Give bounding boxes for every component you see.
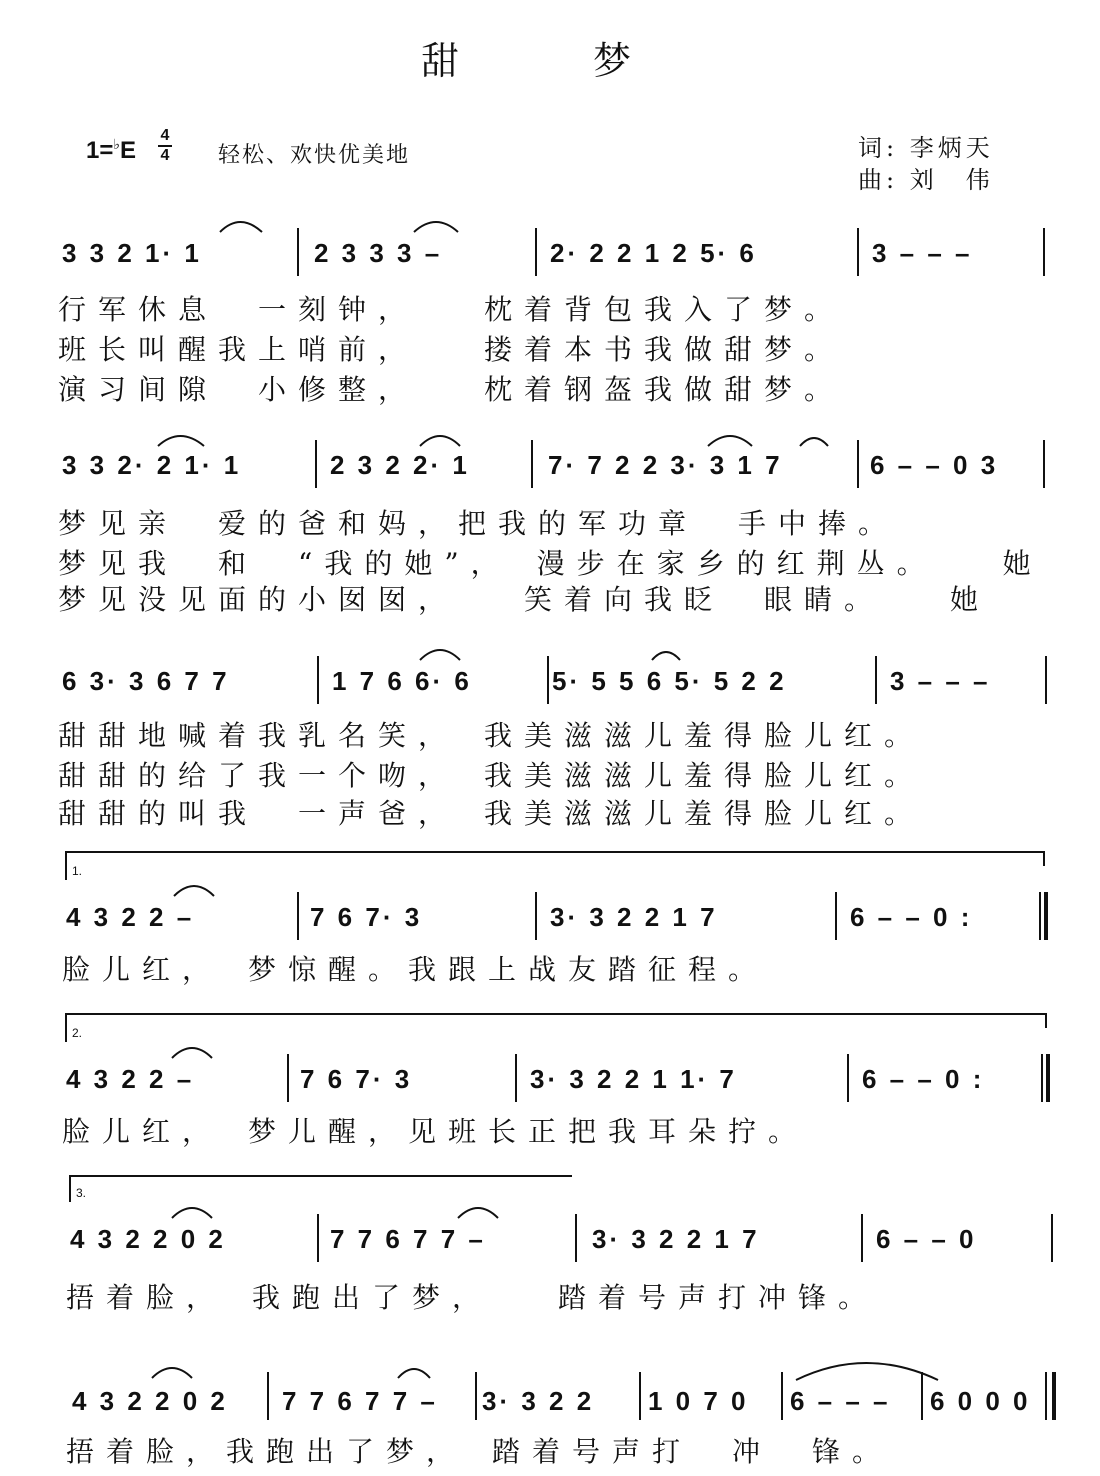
system-6-measure-1: 4 3 2 2 0 2: [70, 1224, 226, 1254]
key-base: 1=: [86, 137, 114, 164]
system-1-measure-4: 3 – – –: [872, 238, 973, 268]
time-signature-bottom: 4: [160, 147, 170, 164]
system-1-measure-3: 2· 2 2 1 2 5· 6: [550, 238, 757, 268]
system-4-measure-3: 3· 3 2 2 1 7: [550, 902, 718, 932]
system-3-measure-3: 5· 5 5 6 5· 5 2 2: [552, 666, 787, 696]
system-3-measure-2: 1 7 6 6· 6: [332, 666, 472, 696]
system-7-measure-1: 4 3 2 2 0 2: [72, 1386, 228, 1416]
system-7-measure-6: 6 0 0 0: [930, 1386, 1031, 1416]
system-5-measure-4: 6 – – 0 :: [862, 1064, 985, 1094]
system-7-lyric-1: 捂着脸，我跑出了梦， 踏着号声打 冲 锋。: [66, 1435, 893, 1468]
system-4-lyric-1: 脸儿红， 梦惊醒。我跟上战友踏征程。: [62, 953, 769, 986]
system-6-measure-4: 6 – – 0: [876, 1224, 977, 1254]
system-7-measure-4: 1 0 7 0: [648, 1386, 749, 1416]
system-5-measure-3: 3· 3 2 2 1 1· 7: [530, 1064, 737, 1094]
volta-3-label: 3.: [76, 1186, 87, 1200]
system-1-lyric-2: 班长叫醒我上哨前， 搂着本书我做甜梦。: [58, 333, 845, 366]
lyricist-credit: 词: 李炳天: [858, 134, 994, 162]
system-3-measure-1: 6 3· 3 6 7 7: [62, 666, 230, 696]
flat-accidental: ♭: [113, 136, 120, 152]
volta-1-label: 1.: [72, 864, 83, 878]
system-2-measure-1: 3 3 2· 2 1· 1: [62, 450, 242, 480]
system-3-lyric-1: 甜甜地喊着我乳名笑， 我美滋滋儿羞得脸儿红。: [58, 719, 925, 752]
system-4-measure-2: 7 6 7· 3: [310, 902, 423, 932]
system-5-measure-2: 7 6 7· 3: [300, 1064, 413, 1094]
system-6-measure-2: 7 7 6 7 7 –: [330, 1224, 486, 1254]
system-7-measure-5: 6 – – –: [790, 1386, 891, 1416]
composer-credit: 曲: 刘 伟: [858, 166, 994, 194]
system-2-lyric-1: 梦见亲 爱的爸和妈，把我的军功章 手中捧。: [58, 507, 899, 540]
system-3-lyric-2: 甜甜的给了我一个吻， 我美滋滋儿羞得脸儿红。: [58, 759, 925, 792]
system-7-measure-2: 7 7 6 7 7 –: [282, 1386, 438, 1416]
system-1-measure-2: 2 3 3 3 –: [314, 238, 443, 268]
system-4-measure-4: 6 – – 0 :: [850, 902, 973, 932]
system-1-measure-1: 3 3 2 1· 1: [62, 238, 202, 268]
system-5-measure-1: 4 3 2 2 –: [66, 1064, 195, 1094]
system-1-lyric-3: 演习间隙 小修整， 枕着钢盔我做甜梦。: [58, 373, 845, 406]
system-2-lyric-2: 梦见我 和 “我的她”， 漫步在家乡的红荆丛。 她: [58, 547, 1043, 580]
system-2-measure-4: 6 – – 0 3: [870, 450, 999, 480]
system-2-measure-3: 7· 7 2 2 3· 3 1 7: [548, 450, 783, 480]
tempo-marking: 轻松、欢快优美地: [218, 143, 411, 168]
system-1-lyric-1: 行军休息 一刻钟， 枕着背包我入了梦。: [58, 293, 845, 326]
system-6-lyric-1: 捂着脸， 我跑出了梦， 踏着号声打冲锋。: [66, 1281, 879, 1314]
system-3-measure-4: 3 – – –: [890, 666, 991, 696]
key-note: E: [119, 137, 136, 164]
system-3-lyric-3: 甜甜的叫我 一声爸， 我美滋滋儿羞得脸儿红。: [58, 797, 925, 830]
volta-2-label: 2.: [72, 1026, 83, 1040]
system-5-lyric-1: 脸儿红， 梦儿醒，见班长正把我耳朵拧。: [62, 1115, 809, 1148]
system-2-measure-2: 2 3 2 2· 1: [330, 450, 470, 480]
system-7-measure-3: 3· 3 2 2: [482, 1386, 595, 1416]
system-4-measure-1: 4 3 2 2 –: [66, 902, 195, 932]
time-signature-top: 4: [160, 127, 170, 144]
system-6-measure-3: 3· 3 2 2 1 7: [592, 1224, 760, 1254]
system-2-lyric-3: 梦见没见面的小囡囡， 笑着向我眨 眼睛。 她: [58, 583, 991, 616]
song-title: 甜 梦: [420, 39, 679, 83]
